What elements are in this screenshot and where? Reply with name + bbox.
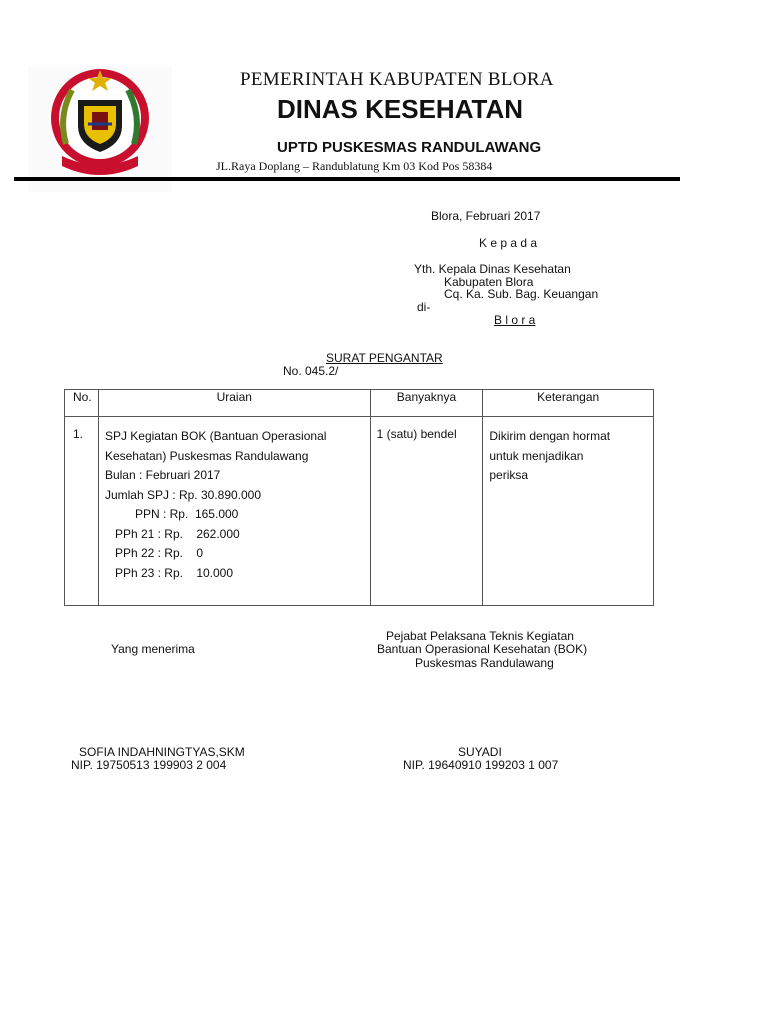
uraian-line: Jumlah SPJ : Rp. 30.890.000 <box>104 487 262 502</box>
header-banyaknya: Banyaknya <box>370 390 483 417</box>
recipient-city: B l o r a <box>494 313 536 327</box>
right-signer-nip: NIP. 19640910 199203 1 007 <box>403 758 559 772</box>
right-signer-role-2: Bantuan Operasional Kesehatan (BOK) <box>377 642 588 656</box>
government-title: PEMERINTAH KABUPATEN BLORA <box>240 69 554 90</box>
left-signer-name: SOFIA INDAHNINGTYAS,SKM <box>79 745 245 759</box>
uraian-line: Bulan : Februari 2017 <box>104 468 221 482</box>
right-signer-name: SUYADI <box>458 745 502 759</box>
recipient-di: di- <box>417 300 431 314</box>
header-keterangan: Keterangan <box>483 390 654 417</box>
banyaknya-text: 1 (satu) bendel <box>376 427 457 441</box>
uraian-line: SPJ Kegiatan BOK (Bantuan Operasional <box>104 429 327 443</box>
recipient-line-2: Kabupaten Blora <box>444 275 534 289</box>
table-header-row <box>65 390 654 417</box>
uraian-line: PPh 21 : Rp. 262.000 <box>104 526 240 541</box>
office-address: JL.Raya Doplang – Randublatung Km 03 Kod Pos 58384 <box>216 159 493 173</box>
keterangan-line: periksa <box>489 468 529 482</box>
unit-title: UPTD PUSKESMAS RANDULAWANG <box>277 139 542 156</box>
cell-uraian <box>98 417 370 606</box>
cell-keterangan <box>483 417 654 606</box>
letter-title: SURAT PENGANTAR <box>326 351 443 365</box>
table-row <box>65 417 654 606</box>
uraian-line: PPh 22 : Rp. 0 <box>104 546 203 560</box>
place-date: Blora, Februari 2017 <box>431 209 541 223</box>
keterangan-line: untuk menjadikan <box>489 448 584 463</box>
uraian-line: PPN : Rp. 165.000 <box>104 507 239 521</box>
row-number: 1. <box>73 427 84 441</box>
left-signer-nip: NIP. 19750513 199903 2 004 <box>71 758 227 772</box>
items-table <box>64 389 654 606</box>
uraian-text <box>99 417 370 583</box>
letter-number: No. 045.2/ <box>283 364 339 378</box>
right-signer-role-1: Pejabat Pelaksana Teknis Kegiatan <box>386 629 574 643</box>
header-no: No. <box>65 390 99 417</box>
left-signer-role: Yang menerima <box>111 642 195 656</box>
recipient-line-1: Yth. Kepala Dinas Kesehatan <box>414 262 571 276</box>
uraian-line: Kesehatan) Puskesmas Randulawang <box>104 448 309 463</box>
keterangan-line: Dikirim dengan hormat <box>489 429 611 443</box>
recipient-line-3: Cq. Ka. Sub. Bag. Keuangan <box>444 287 599 301</box>
keterangan-text <box>483 417 653 486</box>
blora-emblem-logo <box>28 66 172 192</box>
cell-no <box>65 417 99 606</box>
cell-banyaknya <box>370 417 483 606</box>
to-label: K e p a d a <box>479 236 538 250</box>
header-uraian: Uraian <box>98 390 370 417</box>
right-signer-role-3: Puskesmas Randulawang <box>415 656 554 670</box>
letterhead-divider <box>14 177 680 181</box>
agency-title: DINAS KESEHATAN <box>277 94 524 124</box>
uraian-line: PPh 23 : Rp. 10.000 <box>104 565 234 580</box>
